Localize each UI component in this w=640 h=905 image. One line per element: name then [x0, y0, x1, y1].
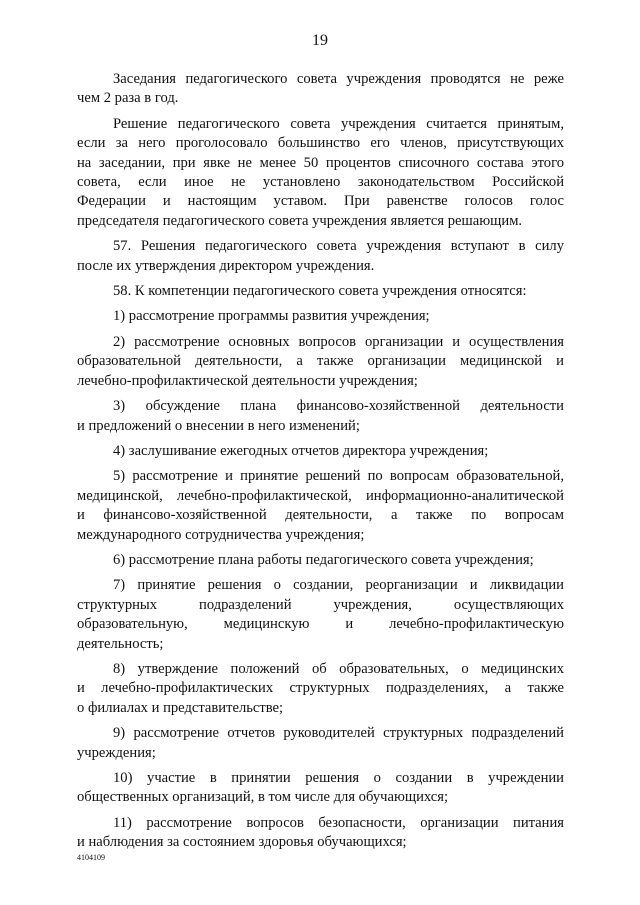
text-line: совета, если иное не установлено законодательством Российской [77, 174, 564, 191]
paragraph [77, 769, 564, 808]
paragraph [77, 397, 564, 436]
text-line: образовательную, медицинскую и лечебно-профилактическую [77, 616, 564, 633]
text-line: 8) утверждение положений об образовательных, о медицинских [113, 660, 564, 677]
text-line: лечебно-профилактической деятельности учреждения; [77, 372, 418, 389]
text-line: учреждения; [77, 744, 156, 761]
paragraph [77, 115, 564, 231]
text-line: 11) рассмотрение вопросов безопасности, организации питания [113, 814, 564, 831]
text-line: 10) участие в принятии решения о создании в учреждении [113, 770, 564, 786]
paragraph [77, 237, 564, 276]
text-line: международного сотрудничества учреждения; [77, 526, 365, 543]
text-line: 57. Решения педагогического совета учреждения вступают в силу [113, 238, 564, 255]
document-body [77, 70, 564, 859]
text-line: медицинской, лечебно-профилактической, информационно-аналитической [77, 487, 564, 504]
text-line: Заседания педагогического совета учреждения проводятся не реже [113, 71, 564, 87]
text-line: на заседании, при явке не менее 50 процентов списочного состава этого [77, 154, 564, 171]
text-line: общественных организаций, в том числе для обучающихся; [77, 789, 449, 806]
text-line: 58. К компетенции педагогического совета учреждения относятся: [113, 283, 527, 300]
paragraph [77, 333, 564, 391]
paragraph [77, 724, 564, 763]
paragraph [77, 282, 564, 301]
text-line: 3) обсуждение плана финансово-хозяйственной деятельности [113, 398, 564, 415]
paragraph [77, 576, 564, 654]
text-line: Федерации и настоящим уставом. При равенстве голосов голос [77, 193, 564, 210]
paragraph [77, 660, 564, 718]
document-code: 4104109 [77, 853, 105, 862]
text-line: председателя педагогического совета учреждения является решающим. [77, 212, 523, 229]
text-line: о филиалах и представительстве; [77, 699, 284, 716]
text-line: 6) рассмотрение плана работы педагогического совета учреждения; [113, 551, 534, 568]
text-line: чем 2 раза в год. [77, 90, 179, 107]
text-line: и лечебно-профилактических структурных подразделениях, а также [77, 680, 564, 697]
text-line: после их утверждения директором учреждения. [77, 257, 375, 274]
page-number: 19 [312, 32, 328, 49]
text-line: и предложений о внесении в него изменений; [77, 417, 360, 434]
paragraph [77, 551, 564, 570]
paragraph [77, 307, 564, 326]
paragraph [77, 70, 564, 109]
text-line: 4) заслушивание ежегодных отчетов директора учреждения; [113, 442, 489, 459]
text-line: Решение педагогического совета учреждения считается принятым, [113, 115, 564, 132]
text-line: 1) рассмотрение программы развития учреждения; [113, 308, 430, 325]
text-line: 2) рассмотрение основных вопросов организации и осуществления [113, 333, 564, 350]
text-line: образовательной деятельности, а также организации медицинской и [77, 353, 564, 370]
text-line: если за него проголосовало большинство его членов, присутствующих [77, 135, 564, 152]
text-line: и финансово-хозяйственной деятельности, а также по вопросам [77, 507, 564, 524]
text-line: структурных подразделений учреждения, осуществляющих [77, 596, 564, 613]
text-line: 9) рассмотрение отчетов руководителей структурных подразделений [113, 725, 564, 742]
paragraph [77, 467, 564, 545]
text-line: и наблюдения за состоянием здоровья обучающихся; [77, 834, 407, 851]
text-line: деятельность; [77, 635, 164, 652]
paragraph [77, 814, 564, 853]
text-line: 7) принятие решения о создании, реорганизации и ликвидации [113, 577, 564, 594]
paragraph [77, 442, 564, 461]
text-line: 5) рассмотрение и принятие решений по вопросам образовательной, [113, 468, 564, 485]
